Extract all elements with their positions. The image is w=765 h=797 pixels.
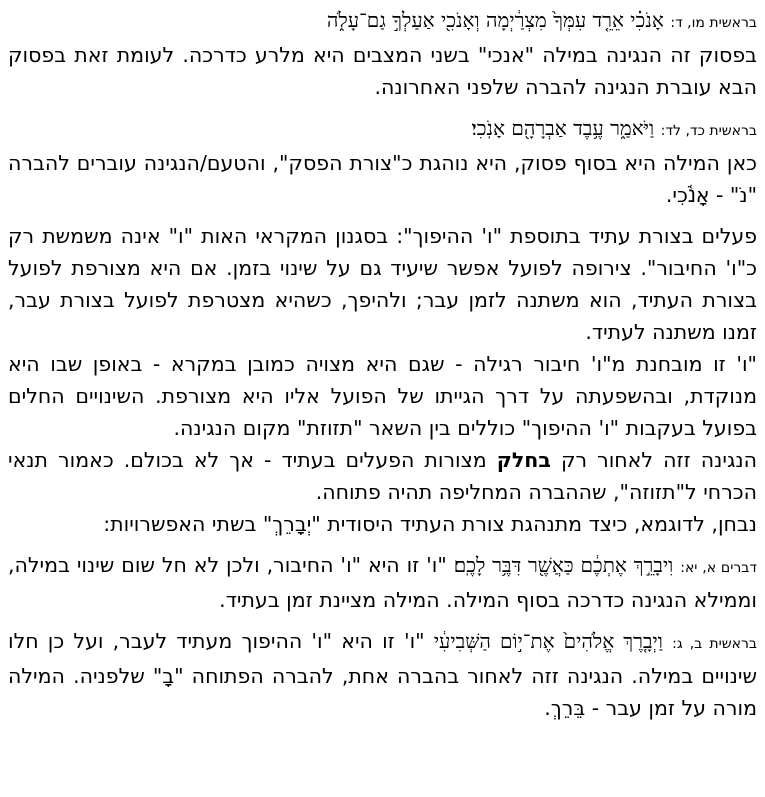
paragraph: "ו' זו מובחנת מ"ו' חיבור רגילה - שגם היא מצויה כמובן במקרא - באופן שבו היא מנוקדת, ובהשפעתה על דרך הגייתו של הפועל אליו היא מצורפת. השינויים החלים בפועל בעקבות "ו' ההיפוך" כוללים בין השאר "תזוזת" מקום הנגינה. (8, 352, 757, 440)
verse-text: וַיֹּאמַ֑ר עֶ֥בֶד אַבְרָהָ֖ם אָנֹֽכִי׃ (471, 116, 655, 140)
paragraph-text: הנגינה זזה לאחור רק (550, 448, 757, 472)
paragraph: פעלים בצורת עתיד בתוספת "ו' ההיפוך": בסגנון המקראי האות "ו" אינה משמשת רק כ"ו' החיבור". צירופה לפועל אפשר שיעיד גם על שינוי בזמן. אם היא מצורפת לפועל בצורת העתיד, הוא משתנה לזמן עבר; ולהיפך, כשהיא מצטרפת לפועל בצורת עבר, זמנו משתנה לעתיד. (8, 224, 757, 344)
paragraph (8, 444, 757, 508)
verse-reference: בראשית מו, ד: (670, 15, 757, 31)
verse-text: וַיְבָ֤רֶךְ אֱלֹהִים֙ אֶת־י֣וֹם הַשְּׁבִיעִ֔י (433, 629, 663, 653)
verse-reference: דברים א, יא: (680, 560, 757, 576)
verse-text: וִיבָרֵ֣ךְ אֶתְכֶ֔ם כַּאֲשֶׁ֖ר דִּבֶּ֥ר לָכֶֽם׃ (453, 553, 674, 577)
verse-text: אָנֹכִ֗י אֵרֵ֤ד עִמְּךָ֙ מִצְרַ֔יְמָה וְאָנֹכִ֖י אַעַלְךָ֣ גַם־עָלֹ֑ה (326, 8, 664, 32)
paragraph: נבחן, לדוגמא, כיצד מתנהגת צורת העתיד היסודית "יְבָרֵךְ" בשתי האפשרויות: (103, 512, 757, 536)
paragraph-text: "ו' זו היא "ו' החיבור, ולכן לא חל שום שינוי במילה, וממילא הנגינה כדרכה בסוף המילה. המילה מציינת זמן בעתיד. (8, 553, 757, 612)
example-genesis-2-3 (8, 625, 757, 724)
paragraph-text: "ו' זו היא "ו' ההיפוך מעתיד לעבר, ועל כן חלו שינויים במילה. הנגינה זזה לאחור בהברה אחת, להברה הפתוחה "בָ" שלפניה. המילה מורה על זמן עבר - בֵּרֵךְ. (8, 629, 757, 720)
example-deuteronomy-1-11 (8, 549, 757, 616)
emphasis: בחלק (496, 448, 551, 472)
verse-line-genesis-24-34 (8, 112, 757, 147)
paragraph: בפסוק זה הנגינה במילה "אנכי" בשני המצבים היא מלרע כדרכה. לעומת זאת בפסוק הבא עוברת הנגינה להברה שלפני האחרונה. (8, 43, 757, 99)
verse-reference: בראשית כד, לד: (660, 123, 757, 139)
verse-line-genesis-46-4 (8, 4, 757, 39)
verse-reference: בראשית ב, ג: (672, 636, 757, 652)
paragraph-text: מצורות הפעלים בעתיד - אך לא בכולם. כאמור תנאי הכרחי ל"תזוזה", שההברה המחליפה תהיה פתוחה. (8, 448, 757, 504)
paragraph: כאן המילה היא בסוף פסוק, היא נוהגת כ"צורת הפסק", והטעם/הנגינה עוברים להברה "נֹ" - אָנֹ֫כִי. (8, 151, 757, 207)
